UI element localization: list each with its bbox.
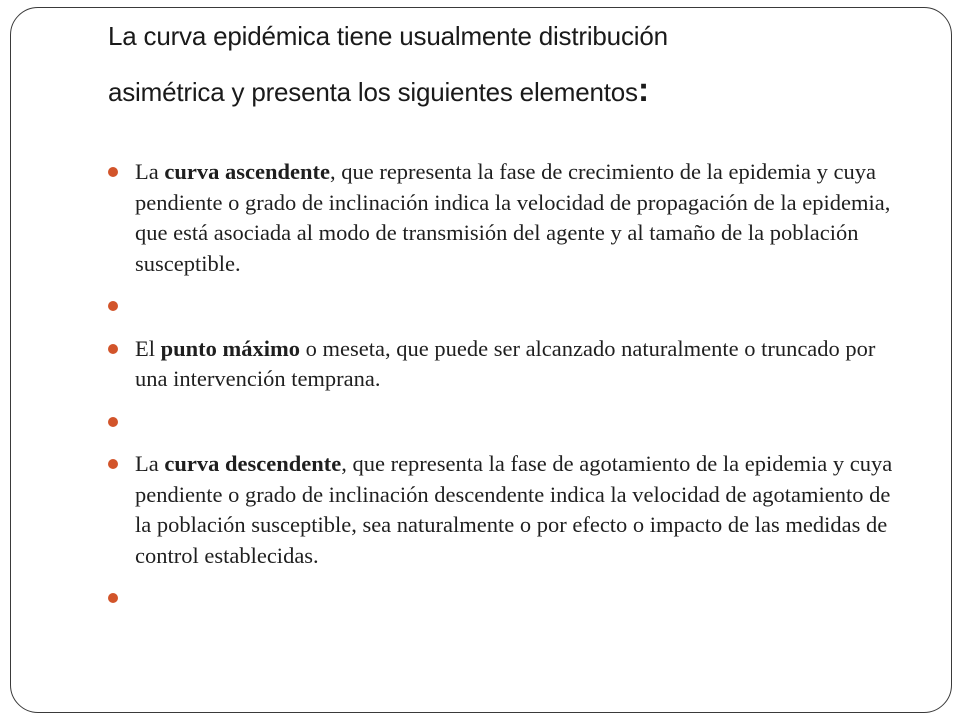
bullet-dot-icon xyxy=(108,167,118,177)
bullet-empty xyxy=(108,407,898,438)
bullet-pre: El xyxy=(135,335,161,361)
bullet-keyword: punto máximo xyxy=(160,335,301,361)
title-line-2-text: asimétrica y presenta los siguientes elementos xyxy=(108,77,638,107)
bullet-dot-icon xyxy=(108,593,118,603)
title-line-2 xyxy=(108,64,908,120)
bullet-keyword: curva descendente xyxy=(164,451,342,476)
bullet-pre: La xyxy=(135,159,165,184)
bullet-dot-icon xyxy=(108,301,118,311)
bullet-dot-icon xyxy=(108,459,118,469)
bullet-post: , que representa la fase de crecimiento de la epidemia y cuya pendiente o grado de inclinación indica la velocidad de propagación de la epidemia, que está asociada al modo de transmisión del agente y al tamaño de la población susceptible. xyxy=(135,159,891,276)
slide-title xyxy=(108,8,908,120)
bullet-punto-maximo xyxy=(108,334,898,395)
bullet-curva-descendente xyxy=(108,449,898,571)
bullet-post: , que representa la fase de agotamiento de la epidemia y cuya pendiente o grado de inclinación descendente indica la velocidad de agotamiento de la población susceptible, sea naturalmente o por efecto o impacto de las medidas de control establecidas. xyxy=(135,451,893,568)
bullet-dot-icon xyxy=(108,417,118,427)
bullet-empty xyxy=(108,291,898,322)
bullet-empty xyxy=(108,583,898,614)
bullet-pre: La xyxy=(135,451,165,476)
title-colon: : xyxy=(637,71,649,109)
bullet-list xyxy=(108,157,898,626)
bullet-post: o meseta, que puede ser alcanzado naturalmente o truncado por una intervención temprana. xyxy=(135,335,876,391)
title-line-1: La curva epidémica tiene usualmente distribución xyxy=(108,21,668,51)
bullet-keyword: curva ascendente xyxy=(164,159,330,184)
bullet-curva-ascendente xyxy=(108,157,898,279)
bullet-dot-icon xyxy=(108,344,118,354)
